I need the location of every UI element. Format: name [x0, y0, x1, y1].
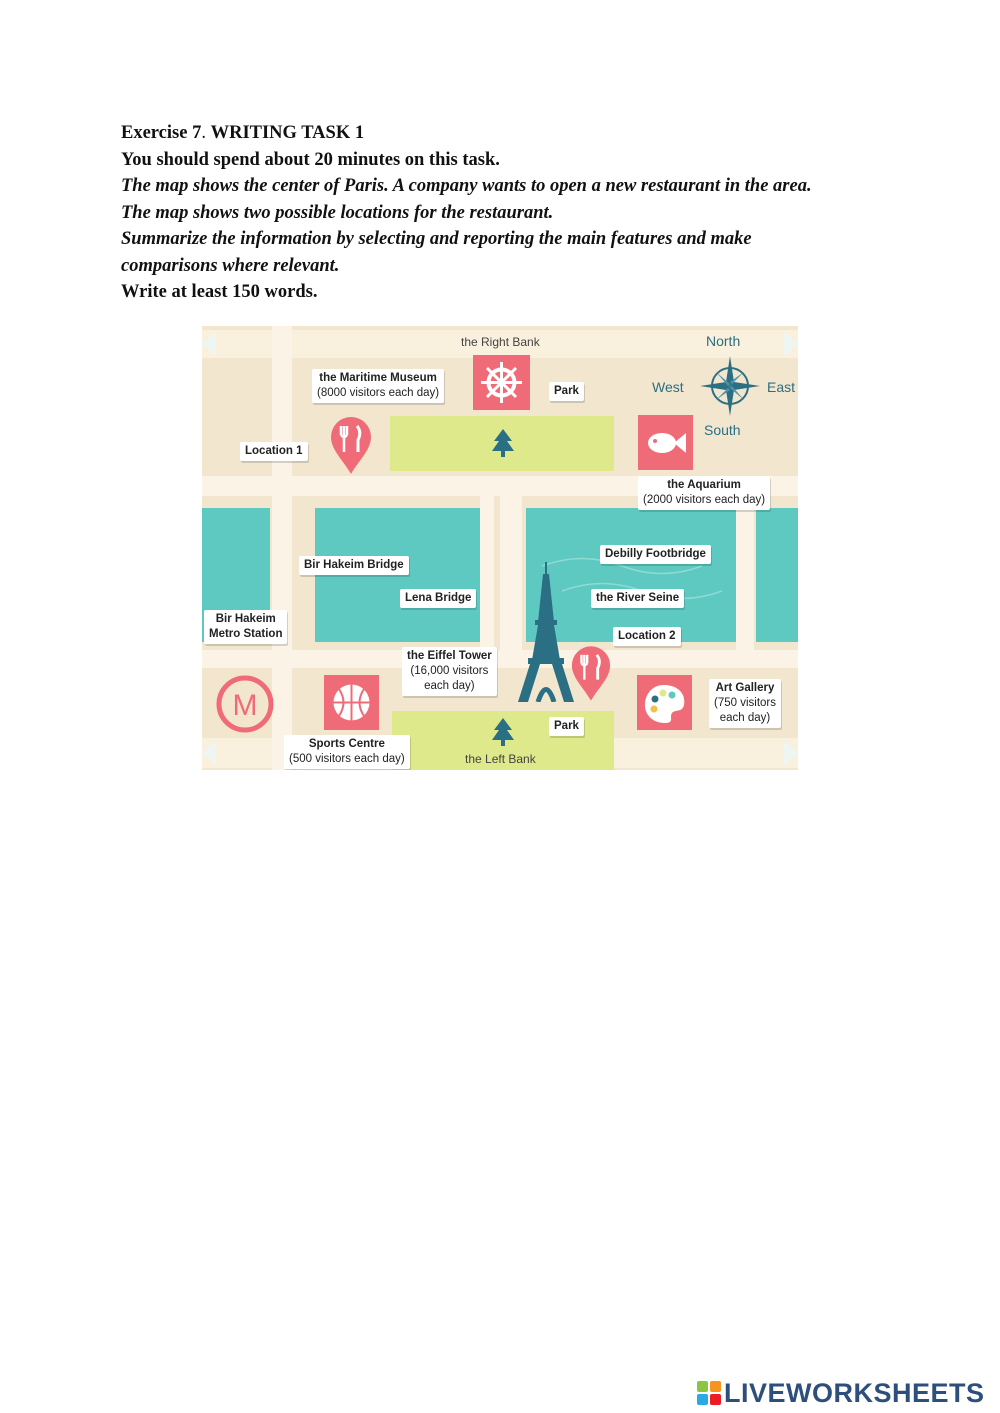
restaurant-pin-icon: [329, 416, 373, 474]
tree-icon: [492, 429, 514, 457]
maritime-museum-visitors: (8000 visitors each day): [317, 387, 440, 399]
exercise-heading: Exercise 7. WRITING TASK 1: [121, 123, 365, 143]
tree-icon: [492, 718, 514, 746]
liveworksheets-logo-icon: [697, 1381, 721, 1405]
compass-east: East: [767, 379, 796, 395]
right-bank-label: the Right Bank: [461, 335, 540, 349]
sports-centre-visitors: (500 visitors each day): [289, 753, 405, 765]
restaurant-pin-icon: [570, 644, 612, 702]
park-top-label: Park: [549, 382, 584, 401]
river-segment: [315, 508, 480, 642]
metro-station-label: Bir Hakeim Metro Station: [204, 610, 287, 644]
location-2-label: Location 2: [613, 627, 681, 646]
basketball-icon: [324, 675, 379, 730]
river-seine-label: the River Seine: [591, 589, 684, 608]
ship-wheel-icon: [473, 355, 530, 410]
river-segment: [756, 508, 798, 642]
fish-icon: [638, 415, 693, 470]
art-gallery-name: Art Gallery: [715, 682, 775, 694]
paris-map: [202, 326, 798, 770]
bir-hakeim-bridge-label: Bir Hakeim Bridge: [299, 556, 409, 575]
compass-south: South: [704, 422, 741, 438]
eiffel-tower-icon: [518, 562, 574, 702]
prompt-line-4: comparisons where relevant.: [121, 255, 340, 276]
left-bank-label: the Left Bank: [465, 752, 536, 766]
art-gallery-label: Art Gallery (750 visitors each day): [709, 679, 781, 728]
sports-centre-label: [284, 735, 410, 769]
park-bottom-label: Park: [549, 717, 584, 736]
aquarium-label: [638, 476, 770, 510]
word-count-instruction: Write at least 150 words.: [121, 282, 318, 302]
prompt-line-3: Summarize the information by selecting and reporting the main features and make: [121, 229, 752, 249]
time-instruction: You should spend about 20 minutes on this task.: [121, 149, 500, 170]
maritime-museum-name: the Maritime Museum: [319, 372, 437, 384]
compass-rose-icon: [700, 354, 760, 418]
sports-centre-name: Sports Centre: [308, 738, 385, 750]
eiffel-tower-name: the Eiffel Tower: [407, 650, 492, 662]
maritime-museum-label: [312, 369, 444, 403]
prompt-line-2: The map shows two possible locations for the restaurant.: [121, 202, 554, 223]
metro-letter: M: [232, 689, 258, 722]
eiffel-tower-label: the Eiffel Tower (16,000 visitors each day): [402, 647, 497, 696]
location-1-label: Location 1: [240, 442, 308, 461]
task-instructions: [121, 120, 921, 306]
liveworksheets-logo[interactable]: [697, 1378, 985, 1408]
compass-west: West: [652, 379, 684, 395]
palette-icon: [637, 675, 692, 730]
metro-icon: [215, 674, 275, 734]
aquarium-visitors: (2000 visitors each day): [643, 494, 766, 506]
compass-north: North: [706, 333, 741, 349]
liveworksheets-logo-text: LIVEWORKSHEETS: [724, 1377, 985, 1408]
debilly-footbridge-label: Debilly Footbridge: [600, 545, 711, 564]
aquarium-name: the Aquarium: [667, 479, 741, 491]
prompt-line-1: The map shows the center of Paris. A company wants to open a new restaurant in the area.: [121, 176, 812, 196]
lena-bridge-label: Lena Bridge: [400, 589, 476, 608]
